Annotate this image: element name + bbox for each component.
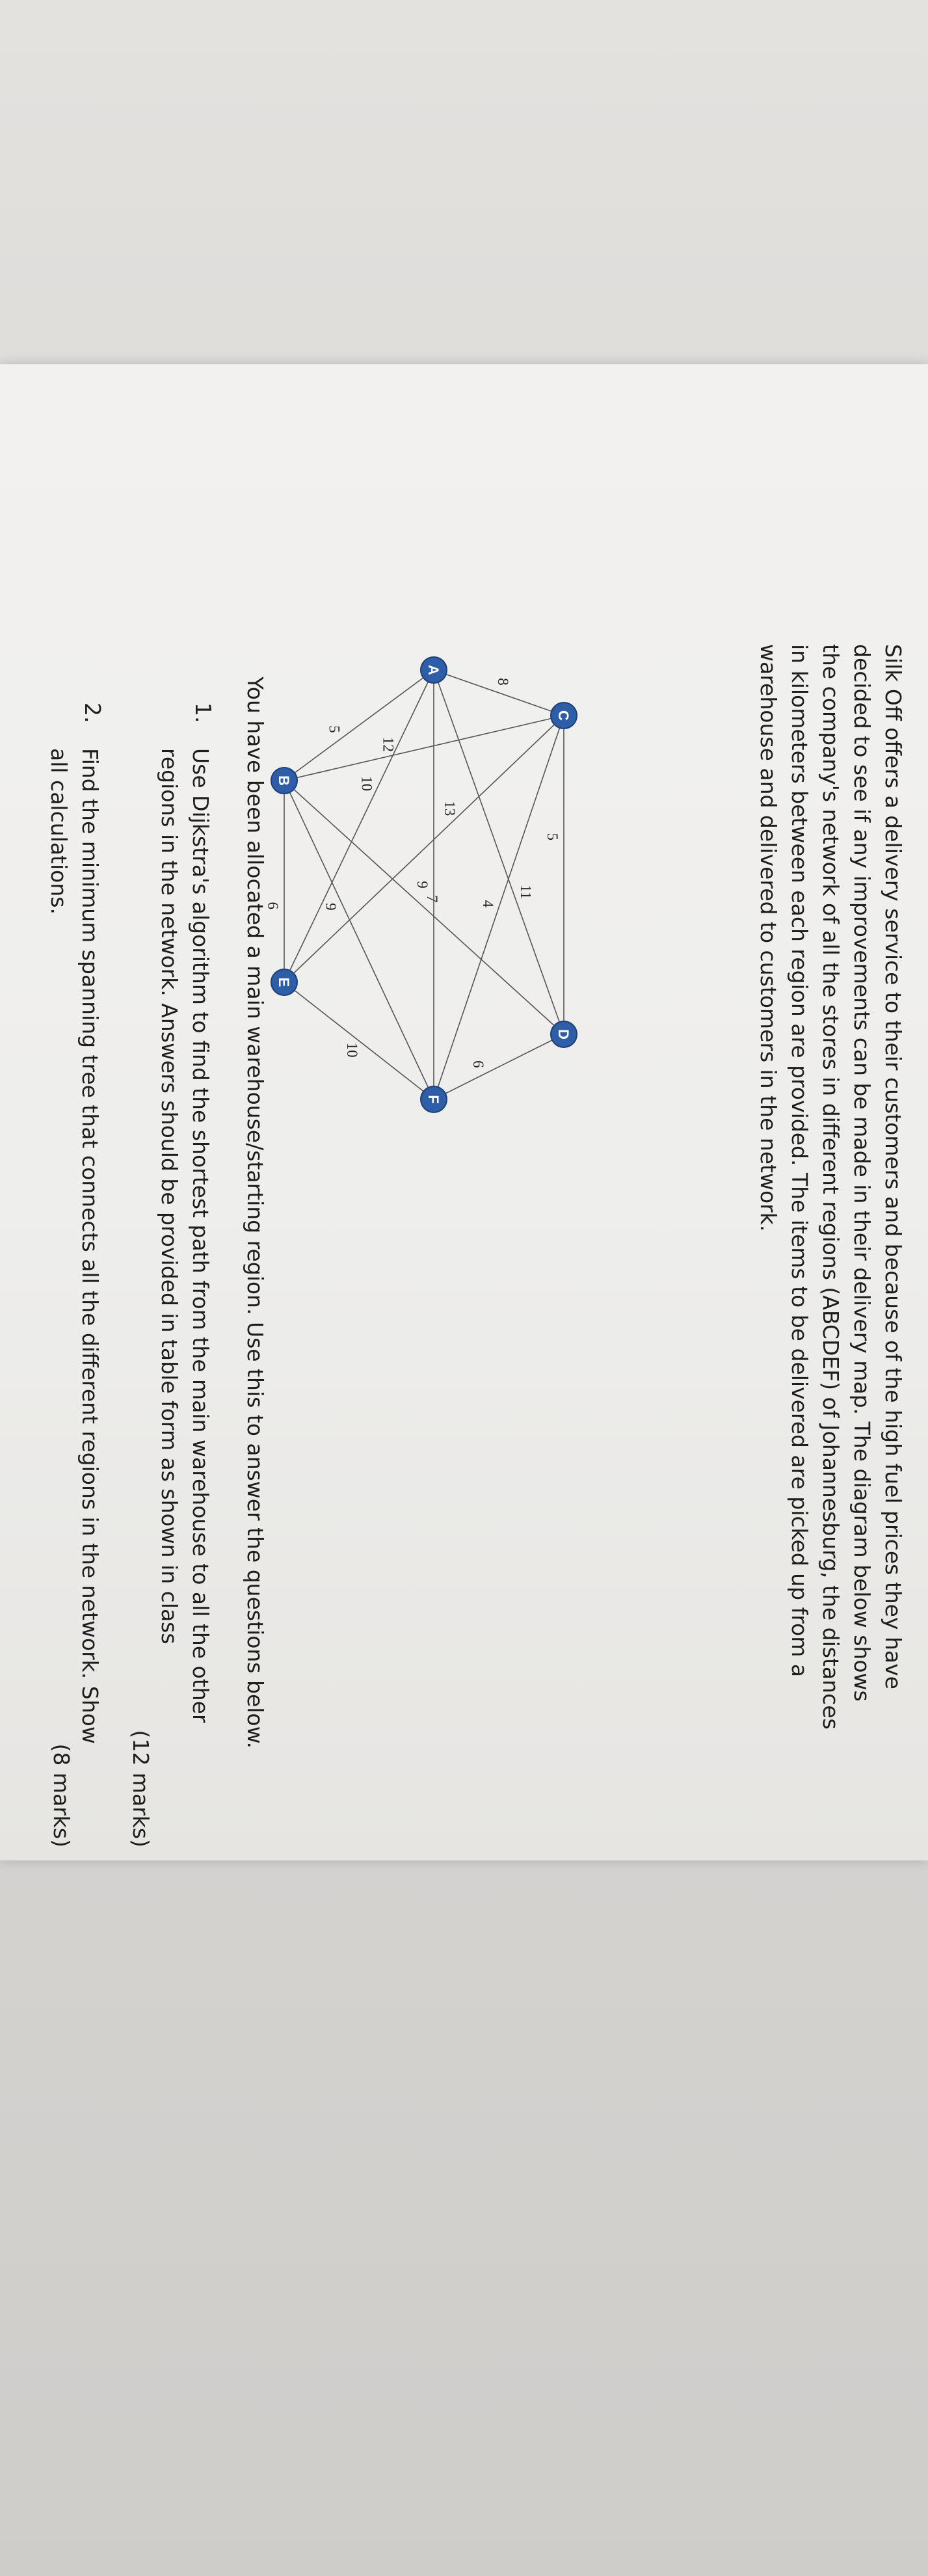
question-line: regions in the network. Answers should be provided in table form as shown in class xyxy=(157,748,182,1644)
node-D xyxy=(551,1021,577,1047)
node-label: B xyxy=(276,775,292,786)
node-label: C xyxy=(555,710,572,721)
node-label: D xyxy=(555,1029,572,1040)
intro-paragraph xyxy=(752,644,908,1815)
edge-E-F xyxy=(284,982,434,1099)
intro-line: warehouse and delivered to customers in the network. xyxy=(756,644,781,1232)
question-text xyxy=(153,748,216,1854)
node-label: F xyxy=(425,1095,442,1104)
question-2 xyxy=(8,703,105,1847)
edge-A-B xyxy=(284,670,434,781)
intro-line: Silk Off offers a delivery service to their customers and because of the high fuel prices they have xyxy=(881,644,906,1689)
question-line: Use Dijkstra's algorithm to find the shortest path from the main warehouse to all the other xyxy=(188,748,213,1723)
edge-C-F xyxy=(434,716,564,1099)
edge-weight-E-F: 10 xyxy=(343,1042,360,1058)
edge-weight-C-A: 8 xyxy=(494,678,511,686)
edge-D-F xyxy=(434,1034,564,1099)
paper-sheet xyxy=(0,364,928,1860)
node-C xyxy=(551,703,577,729)
question-marks: (8 marks) xyxy=(49,1743,74,1847)
intro-line: the company's network of all the stores in different regions (ABCDEF) of Johannesburg, the distances xyxy=(818,644,843,1730)
question-number: 1. xyxy=(191,703,216,723)
node-E xyxy=(271,969,297,995)
edge-weight-D-B: 7 xyxy=(424,894,441,903)
edge-weight-B-E: 6 xyxy=(265,902,281,909)
edge-weight-C-B: 12 xyxy=(380,736,397,752)
intro-line: decided to see if any improvements can be made in their delivery map. The diagram below shows xyxy=(849,644,875,1702)
node-label: E xyxy=(276,977,292,987)
node-B xyxy=(271,768,297,794)
allocation-text: You have been allocated a main warehouse/starting region. Use this to answer the questions below. xyxy=(243,677,268,1749)
edge-weight-A-B: 5 xyxy=(326,725,343,733)
edge-A-E xyxy=(284,670,434,982)
edge-C-E xyxy=(284,716,564,982)
edge-weight-C-E: 13 xyxy=(442,801,458,816)
question-1 xyxy=(118,703,216,1847)
edge-weight-D-A: 11 xyxy=(517,885,534,900)
question-text xyxy=(43,748,105,1854)
node-F xyxy=(421,1086,447,1112)
question-number: 2. xyxy=(80,703,105,723)
question-line: Find the minimum spanning tree that connects all the different regions in the network. Show xyxy=(77,748,103,1744)
diagram-edges xyxy=(265,670,564,1099)
node-label: A xyxy=(425,665,442,675)
question-marks: (12 marks) xyxy=(128,1730,153,1847)
edge-D-A xyxy=(434,670,564,1034)
question-line: all calculations. xyxy=(46,748,72,915)
edge-weight-A-F: 9 xyxy=(414,881,431,889)
edge-weight-D-F: 6 xyxy=(470,1060,486,1068)
node-A xyxy=(421,657,447,683)
edge-C-A xyxy=(434,670,564,716)
edge-weight-C-D: 5 xyxy=(544,833,561,840)
intro-line: in kilometers between each region are provided. The items to be delivered are picked up from a xyxy=(787,644,812,1678)
edge-weight-C-F: 4 xyxy=(479,900,496,907)
edge-weight-B-F: 9 xyxy=(323,903,339,911)
edge-weight-A-E: 10 xyxy=(358,776,375,792)
